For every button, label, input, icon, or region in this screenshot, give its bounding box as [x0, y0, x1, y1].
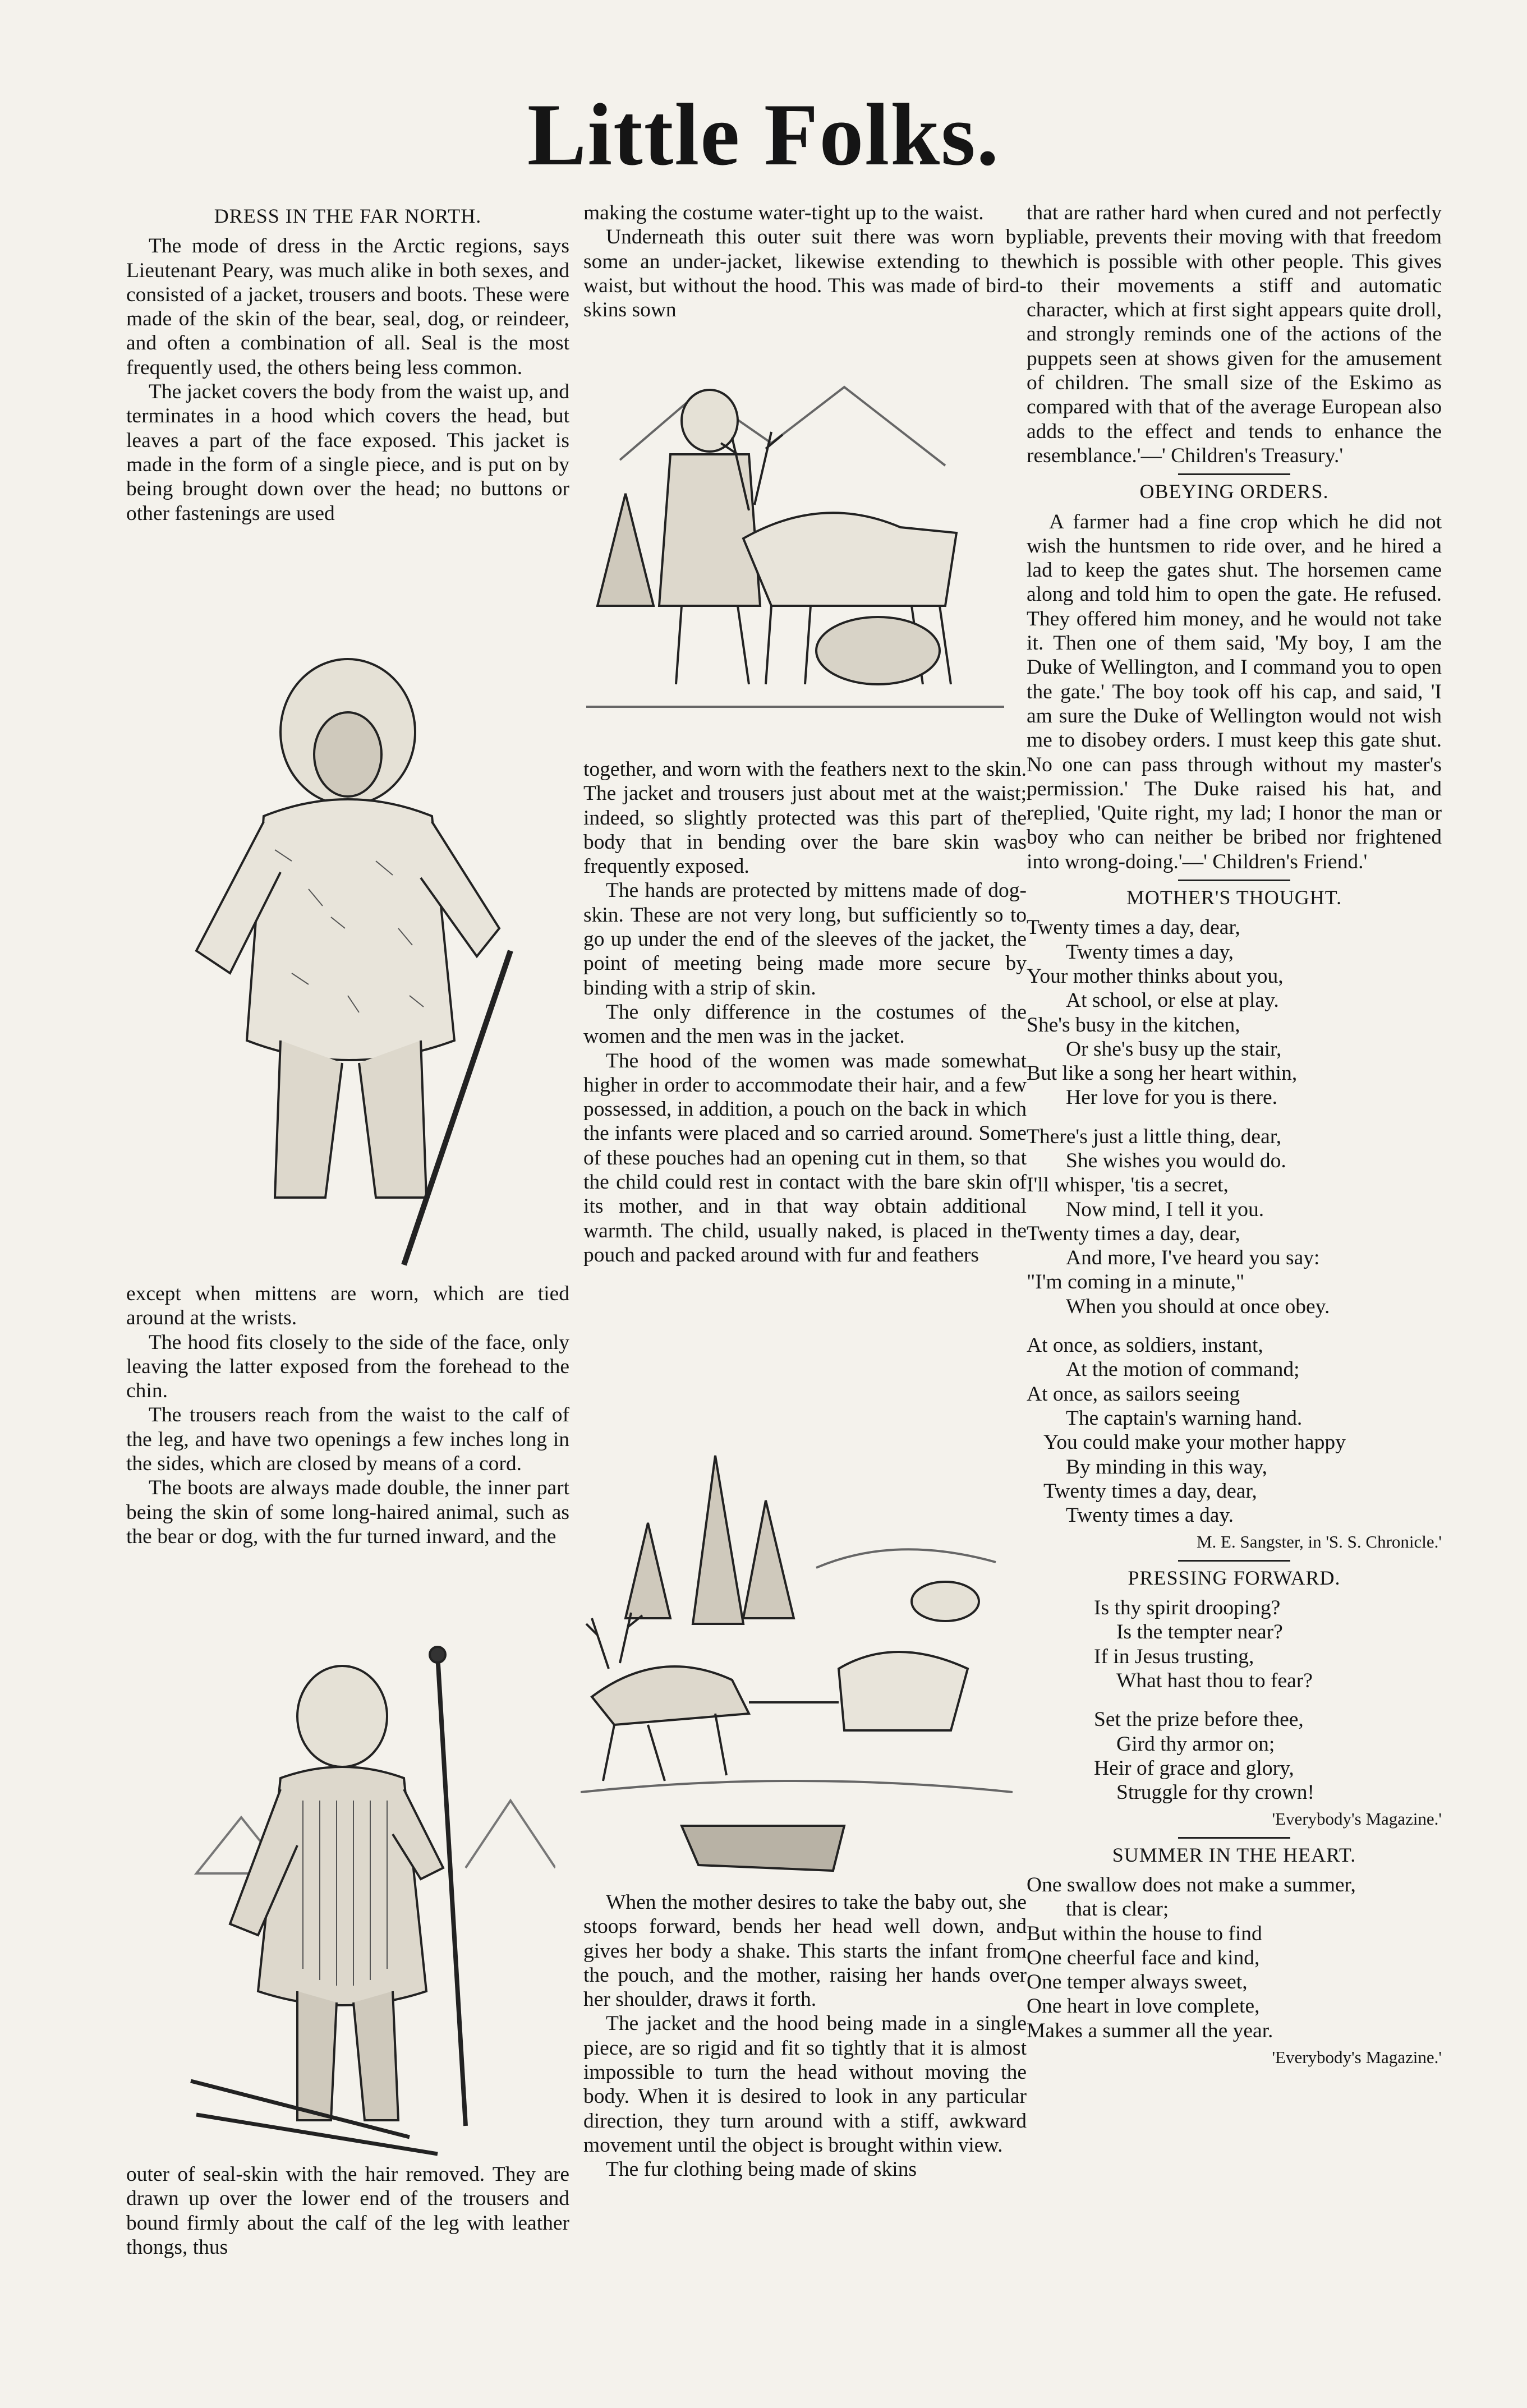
- poem-line: There's just a little thing, dear,: [1027, 1125, 1282, 1148]
- paragraph: making the costume water-tight up to the waist.: [583, 201, 984, 224]
- section-divider: [1178, 1560, 1290, 1562]
- poem-line: The captain's warning hand.: [1066, 1406, 1303, 1430]
- paragraph: Underneath this outer suit there was worn by some an under-jacket, likewise extending to the waist, but without the hood. This was made of bird-skins sown: [583, 225, 1027, 322]
- reindeer-camp-illustration: [586, 370, 1004, 729]
- poem-line: At the motion of command;: [1066, 1358, 1300, 1382]
- paragraph: that are rather hard when cured and not perfectly pliable, prevents their moving with that freedom which is possible with other people. This gives to their movements a stiff and automatic character, which at first sight appears quite droll, and strongly reminds one of the actions of the puppets seen at shows given for the amusement of children. The small size of the Eskimo as compared with that of the average European also adds to the effect and tends to enhance the resemblance.'—' Children's Treasury.': [1027, 201, 1442, 467]
- poem-line: Twenty times a day, dear,: [1027, 916, 1240, 940]
- section-divider: [1178, 880, 1290, 881]
- poem-line: One temper always sweet,: [1027, 1970, 1248, 1994]
- poem-heading-summer: SUMMER IN THE HEART.: [1112, 1843, 1356, 1866]
- poem-line: You could make your mother happy: [1043, 1431, 1346, 1454]
- paragraph: A farmer had a fine crop which he did not wish the huntsmen to ride over, and he hired a lad to keep the gates shut. The horsemen came along and told him to open the gate. He refused. They offered him money, and he would not take it. Then one of them said, 'My boy, I am the Duke of Wellington, and I command you to open the gate.' The boy took off his cap, and said, 'I am sure the Duke of Wellington would not wish me to disobey orders. I must keep this gate shut. No one can pass through without my master's permission.' The Duke raised his hat, and replied, 'Quite right, my lad; I honor the man or boy who can neither be bribed nor frightened into wrong-doing.'—' Children's Friend.': [1027, 510, 1442, 873]
- poem-line: Is thy spirit drooping?: [1094, 1596, 1281, 1620]
- poem-line: At once, as soldiers, instant,: [1027, 1334, 1263, 1357]
- poem-line: Or she's busy up the stair,: [1066, 1037, 1282, 1061]
- poem-line: At school, or else at play.: [1066, 989, 1279, 1012]
- article-heading-dress: DRESS IN THE FAR NORTH.: [214, 205, 482, 227]
- poem-heading-pressing: PRESSING FORWARD.: [1128, 1566, 1341, 1589]
- masthead-title: Little Folks.: [527, 86, 1000, 184]
- poem-line: Her love for you is there.: [1066, 1086, 1277, 1109]
- paragraph: The hands are protected by mittens made of dog-skin. These are not very long, but sufficiently so to go up under the end of the sleeves of the jacket, the point of meeting being made more secure by binding with a strip of skin.: [583, 879, 1027, 1000]
- paragraph: except when mittens are worn, which are tied around at the wrists.: [126, 1282, 569, 1330]
- poem-line: And more, I've heard you say:: [1066, 1246, 1320, 1270]
- column-2-bottom: [583, 1890, 1027, 2182]
- poem-line: Is the tempter near?: [1116, 1620, 1283, 1644]
- paragraph: outer of seal-skin with the hair removed. They are drawn up over the lower end of the trousers and bound firmly about the calf of the leg with leather thongs, thus: [126, 2163, 569, 2259]
- poem-line: She's busy in the kitchen,: [1027, 1013, 1240, 1037]
- poem-line: At once, as sailors seeing: [1027, 1382, 1240, 1406]
- poem-line: Set the prize before thee,: [1094, 1708, 1304, 1732]
- poem-credit: 'Everybody's Magazine.': [1272, 2047, 1442, 2068]
- poem-summer-in-the-heart: [1027, 1873, 1442, 2043]
- poem-line: But within the house to find: [1027, 1922, 1262, 1945]
- column-2-middle: [583, 757, 1027, 1267]
- poem-pressing-forward: [1027, 1596, 1442, 1804]
- poem-line: "I'm coming in a minute,": [1027, 1270, 1245, 1294]
- poem-line: One swallow does not make a summer,: [1027, 1873, 1356, 1896]
- column-2-top: [583, 201, 1027, 322]
- paragraph: The boots are always made double, the inner part being the skin of some long-haired animal, such as the bear or dog, with the fur turned inward, and the: [126, 1476, 569, 1548]
- section-divider: [1178, 473, 1290, 475]
- poem-line: If in Jesus trusting,: [1094, 1645, 1254, 1668]
- column-1-top: [126, 201, 569, 526]
- paragraph: The only difference in the costumes of the women and the men was in the jacket.: [583, 1000, 1027, 1048]
- poem-line: One heart in love complete,: [1027, 1995, 1260, 2018]
- paragraph: The fur clothing being made of skins: [606, 2158, 917, 2181]
- article-heading-obeying: OBEYING ORDERS.: [1139, 480, 1329, 503]
- paragraph: The trousers reach from the waist to the calf of the leg, and have two openings a few inches long in the sides, which are closed by means of a cord.: [126, 1403, 569, 1476]
- poem-line: Twenty times a day, dear,: [1043, 1479, 1257, 1503]
- poem-line: Twenty times a day.: [1066, 1504, 1234, 1527]
- section-divider: [1178, 1837, 1290, 1839]
- paragraph: The jacket and the hood being made in a single piece, are so rigid and fit so tightly that it is almost impossible to turn the head without moving the body. When it is desired to look in any particular direction, they turn around with a stiff, awkward movement until the object is brought within view.: [583, 2012, 1027, 2157]
- poem-line: Your mother thinks about you,: [1027, 964, 1284, 988]
- paragraph: The hood of the women was made somewhat higher in order to accommodate their hair, and a few possessed, in addition, a pouch on the back in which the infants were placed and so carried around. Some of these pouches had an opening cut in them, so that the child could rest in contact with the bare skin of its mother, and in that way obtain additional warmth. The child, usually naked, is placed in the pouch and packed around with fur and feathers: [583, 1049, 1027, 1267]
- paragraph: When the mother desires to take the baby out, she stoops forward, bends her head well down, and gives her body a shake. This starts the infant from the pouch, and the mother, raising her hands over her shoulder, draws it forth.: [583, 1891, 1027, 2011]
- paragraph: The jacket covers the body from the waist up, and terminates in a hood which covers the head, but leaves a part of the face exposed. This jacket is made in the form of a single piece, and is put on by being brought down over the head; no buttons or other fastenings are used: [126, 380, 569, 525]
- paragraph: The mode of dress in the Arctic regions, says Lieutenant Peary, was much alike in both sexes, and consisted of a jacket, trousers and boots. These were made of the skin of the bear, seal, dog, or reindeer, and often a combination of all. Seal is the most frequently used, the others being less common.: [126, 234, 569, 379]
- poem-credit: 'Everybody's Magazine.': [1272, 1809, 1442, 1829]
- reindeer-sled-illustration: [581, 1433, 1013, 1882]
- eskimo-man-illustration: [163, 637, 555, 1273]
- poem-line: She wishes you would do.: [1066, 1149, 1286, 1172]
- paragraph: The hood fits closely to the side of the face, only leaving the latter exposed from the forehead to the chin.: [126, 1330, 569, 1403]
- poem-heading-mother: MOTHER'S THOUGHT.: [1126, 886, 1342, 909]
- poem-mothers-thought: [1027, 915, 1442, 1527]
- poem-line: Gird thy armor on;: [1116, 1732, 1275, 1756]
- poem-line: Twenty times a day,: [1066, 940, 1234, 964]
- poem-line: Twenty times a day, dear,: [1027, 1222, 1240, 1245]
- poem-line: By minding in this way,: [1066, 1455, 1268, 1479]
- poem-line: What hast thou to fear?: [1116, 1669, 1313, 1692]
- poem-line: When you should at once obey.: [1066, 1295, 1330, 1318]
- paragraph: together, and worn with the feathers next to the skin. The jacket and trousers just about met at the waist; indeed, so slightly protected was this part of the body that in bending over the bare skin was frequently exposed.: [583, 758, 1027, 878]
- poem-credit: M. E. Sangster, in 'S. S. Chronicle.': [1196, 1532, 1442, 1552]
- poem-line: But like a song her heart within,: [1027, 1062, 1298, 1085]
- poem-line: that is clear;: [1066, 1898, 1169, 1921]
- poem-line: Struggle for thy crown!: [1116, 1781, 1315, 1804]
- column-1-middle: [126, 1282, 569, 1549]
- column-3: [1027, 201, 1442, 2069]
- poem-line: Now mind, I tell it you.: [1066, 1198, 1264, 1221]
- poem-line: I'll whisper, 'tis a secret,: [1027, 1173, 1229, 1197]
- column-1-bottom: [126, 2162, 569, 2259]
- poem-line: Heir of grace and glory,: [1094, 1756, 1294, 1780]
- poem-line: Makes a summer all the year.: [1027, 2019, 1273, 2042]
- poem-line: One cheerful face and kind,: [1027, 1946, 1260, 1969]
- eskimo-skier-illustration: [174, 1632, 555, 2160]
